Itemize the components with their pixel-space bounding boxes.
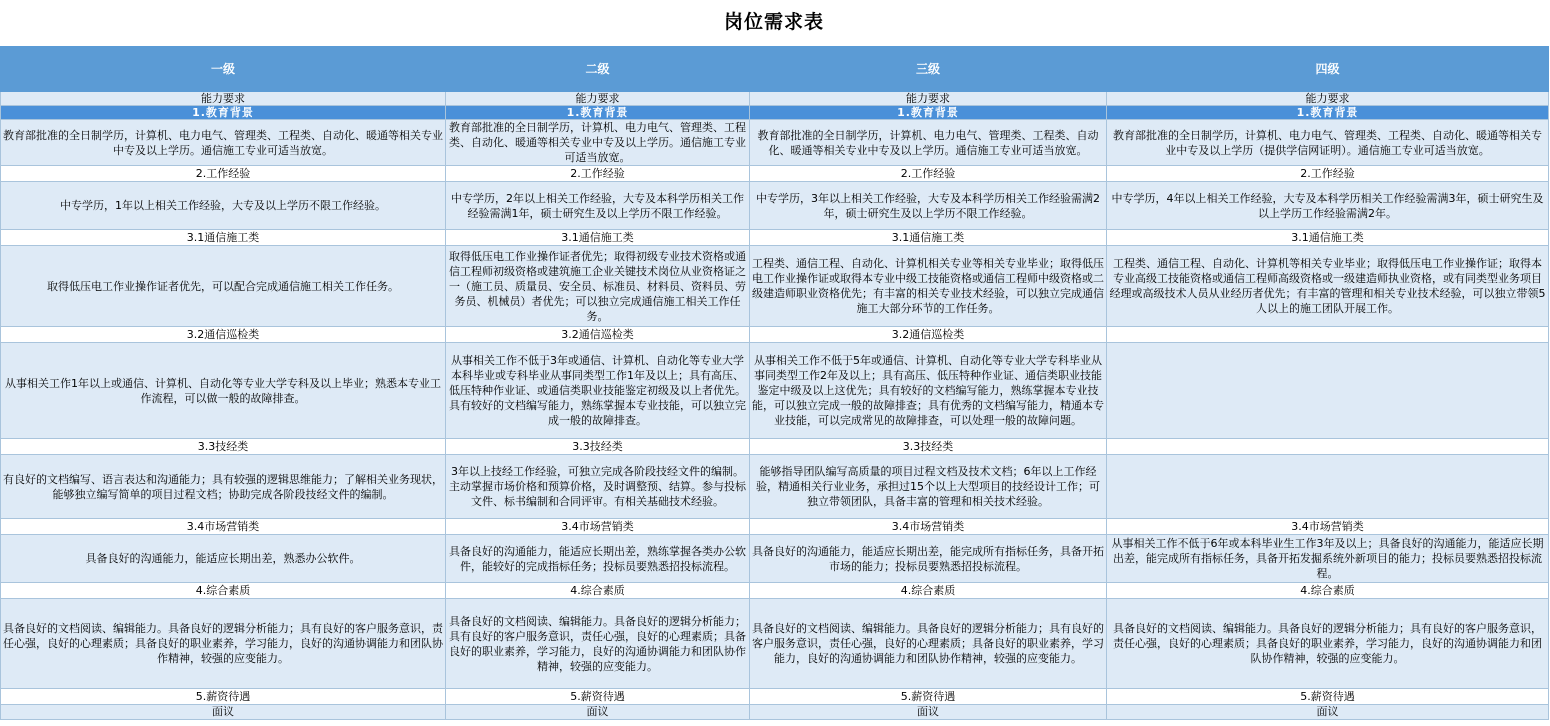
comm-build-cell: 工程类、通信工程、自动化、计算机等相关专业毕业；取得低压电工作业操作证；取得本专业高级工技能资格或通信工程师高级资格或一级建造师执业资格，或有同类型业务项目经理或高级技术人员从业经历者优先；有丰富的管理和相关专业技术经验，可以独立带领5人以上的施工团队开展工作。 — [1107, 246, 1549, 327]
section-row-market — [1, 519, 1549, 535]
section-label: 1.教育背景 — [750, 106, 1107, 120]
section-label: 3.1通信施工类 — [1, 230, 446, 246]
section-label: 3.4市场营销类 — [750, 519, 1107, 535]
section-label: 3.1通信施工类 — [446, 230, 750, 246]
section-label: 3.1通信施工类 — [750, 230, 1107, 246]
empty-cell — [1107, 439, 1549, 455]
section-row-salary — [1, 689, 1549, 705]
section-label: 2.工作经验 — [1107, 166, 1549, 182]
education-cell: 教育部批准的全日制学历，计算机、电力电气、管理类、工程类、自动化、暖通等相关专业中专及以上学历。通信施工专业可适当放宽。 — [446, 120, 750, 166]
work-cell: 中专学历，4年以上相关工作经验，大专及本科学历相关工作经验需满3年，硕士研究生及以上学历工作经验需满2年。 — [1107, 182, 1549, 230]
section-label: 4.综合素质 — [446, 583, 750, 599]
section-row-comm-patrol — [1, 327, 1549, 343]
ability-label: 能力要求 — [446, 92, 750, 106]
section-label: 1.教育背景 — [1, 106, 446, 120]
section-row-quality — [1, 583, 1549, 599]
section-label: 3.4市场营销类 — [1107, 519, 1549, 535]
market-cell: 从事相关工作不低于6年或本科毕业生工作3年及以上；具备良好的沟通能力，能适应长期出差，能完成所有指标任务，具备开拓发掘系统外新项目的能力；投标员要熟悉招投标流程。 — [1107, 535, 1549, 583]
work-cell: 中专学历，3年以上相关工作经验，大专及本科学历相关工作经验需满2年，硕士研究生及以上学历不限工作经验。 — [750, 182, 1107, 230]
section-label: 4.综合素质 — [1, 583, 446, 599]
quality-cell: 具备良好的文档阅读、编辑能力。具备良好的逻辑分析能力；具有良好的客户服务意识，责任心强，良好的心理素质；具备良好的职业素养，学习能力，良好的沟通协调能力和团队协作精神，较强的应变能力。 — [750, 599, 1107, 689]
job-requirements-table — [0, 46, 1549, 720]
comm-patrol-cell — [1107, 343, 1549, 439]
section-label: 1.教育背景 — [446, 106, 750, 120]
education-row — [1, 120, 1549, 166]
section-row-comm-build — [1, 230, 1549, 246]
market-cell: 具备良好的沟通能力，能适应长期出差，能完成所有指标任务，具备开拓市场的能力；投标员要熟悉招投标流程。 — [750, 535, 1107, 583]
tech-cell: 有良好的文档编写、语言表达和沟通能力；具有较强的逻辑思维能力；了解相关业务现状，能够独立编写简单的项目过程文档；协助完成各阶段技经文件的编制。 — [1, 455, 446, 519]
section-label: 3.3技经类 — [1, 439, 446, 455]
work-cell: 中专学历，1年以上相关工作经验，大专及以上学历不限工作经验。 — [1, 182, 446, 230]
market-row — [1, 535, 1549, 583]
comm-patrol-cell: 从事相关工作1年以上或通信、计算机、自动化等专业大学专科及以上毕业；熟悉本专业工作流程，可以做一般的故障排查。 — [1, 343, 446, 439]
ability-label-row — [1, 92, 1549, 106]
education-cell: 教育部批准的全日制学历，计算机、电力电气、管理类、工程类、自动化、暖通等相关专业中专及以上学历。通信施工专业可适当放宽。 — [750, 120, 1107, 166]
level-header: 三级 — [750, 47, 1107, 92]
level-header: 一级 — [1, 47, 446, 92]
section-label: 4.综合素质 — [1107, 583, 1549, 599]
section-label: 3.3技经类 — [446, 439, 750, 455]
section-label: 3.2通信巡检类 — [750, 327, 1107, 343]
level-header: 二级 — [446, 47, 750, 92]
empty-cell — [1107, 327, 1549, 343]
work-cell: 中专学历，2年以上相关工作经验，大专及本科学历相关工作经验需满1年，硕士研究生及以上学历不限工作经验。 — [446, 182, 750, 230]
section-label: 1.教育背景 — [1107, 106, 1549, 120]
comm-build-cell: 取得低压电工作业操作证者优先；取得初级专业技术资格或通信工程师初级资格或建筑施工企业关键技术岗位从业资格证之一（施工员、质量员、安全员、标准员、材料员、资料员、劳务员、机械员）者优先；可以独立完成通信施工相关工作任务。 — [446, 246, 750, 327]
level-header: 四级 — [1107, 47, 1549, 92]
level-header-row — [1, 47, 1549, 92]
salary-cell: 面议 — [1107, 705, 1549, 720]
education-cell: 教育部批准的全日制学历，计算机、电力电气、管理类、工程类、自动化、暖通等相关专业中专及以上学历。通信施工专业可适当放宽。 — [1, 120, 446, 166]
quality-row — [1, 599, 1549, 689]
work-row — [1, 182, 1549, 230]
section-label: 3.1通信施工类 — [1107, 230, 1549, 246]
salary-cell: 面议 — [750, 705, 1107, 720]
ability-label: 能力要求 — [1, 92, 446, 106]
tech-cell — [1107, 455, 1549, 519]
section-label: 2.工作经验 — [750, 166, 1107, 182]
comm-patrol-row — [1, 343, 1549, 439]
section-label: 3.2通信巡检类 — [446, 327, 750, 343]
education-cell: 教育部批准的全日制学历，计算机、电力电气、管理类、工程类、自动化、暖通等相关专业中专及以上学历（提供学信网证明）。通信施工专业可适当放宽。 — [1107, 120, 1549, 166]
section-label: 3.4市场营销类 — [1, 519, 446, 535]
tech-row — [1, 455, 1549, 519]
section-label: 2.工作经验 — [1, 166, 446, 182]
quality-cell: 具备良好的文档阅读、编辑能力。具备良好的逻辑分析能力；具有良好的客户服务意识，责任心强，良好的心理素质；具备良好的职业素养，学习能力，良好的沟通协调能力和团队协作精神，较强的应变能力。 — [1107, 599, 1549, 689]
salary-cell: 面议 — [446, 705, 750, 720]
section-label: 4.综合素质 — [750, 583, 1107, 599]
ability-label: 能力要求 — [750, 92, 1107, 106]
tech-cell: 能够指导团队编写高质量的项目过程文档及技术文档；6年以上工作经验，精通相关行业业务，承担过15个以上大型项目的技经设计工作；可独立带领团队，具备丰富的管理和相关技术经验。 — [750, 455, 1107, 519]
salary-row — [1, 705, 1549, 720]
section-label: 3.4市场营销类 — [446, 519, 750, 535]
section-row-tech — [1, 439, 1549, 455]
comm-build-cell: 取得低压电工作业操作证者优先，可以配合完成通信施工相关工作任务。 — [1, 246, 446, 327]
section-label: 5.薪资待遇 — [750, 689, 1107, 705]
quality-cell: 具备良好的文档阅读、编辑能力。具备良好的逻辑分析能力；具有良好的客户服务意识，责任心强，良好的心理素质；具备良好的职业素养，学习能力，良好的沟通协调能力和团队协作精神，较强的应变能力。 — [1, 599, 446, 689]
section-label: 5.薪资待遇 — [446, 689, 750, 705]
section-label: 2.工作经验 — [446, 166, 750, 182]
comm-patrol-cell: 从事相关工作不低于5年或通信、计算机、自动化等专业大学专科毕业从事同类型工作2年及以上；具有高压、低压特种作业证、通信类职业技能鉴定中级及以上这优先；具有较好的文档编写能力，熟练掌握本专业技能，可以独立完成一般的故障排查；具有优秀的文档编写能力，精通本专业技能，可以完成常见的故障排查，可以处理一般的故障问题。 — [750, 343, 1107, 439]
comm-patrol-cell: 从事相关工作不低于3年或通信、计算机、自动化等专业大学本科毕业或专科毕业从事同类型工作1年及以上；具有高压、低压特种作业证、或通信类职业技能鉴定初级及以上者优先。具有较好的文档编写能力，熟练掌握本专业技能，可以独立完成一般的故障排查。 — [446, 343, 750, 439]
market-cell: 具备良好的沟通能力，能适应长期出差，熟练掌握各类办公软件，能较好的完成指标任务；投标员要熟悉招投标流程。 — [446, 535, 750, 583]
section-row-education — [1, 106, 1549, 120]
ability-label: 能力要求 — [1107, 92, 1549, 106]
salary-cell: 面议 — [1, 705, 446, 720]
tech-cell: 3年以上技经工作经验，可独立完成各阶段技经文件的编制。主动掌握市场价格和预算价格，及时调整预、结算。参与投标文件、标书编制和合同评审。有相关基础技术经验。 — [446, 455, 750, 519]
comm-build-cell: 工程类、通信工程、自动化、计算机相关专业等相关专业毕业；取得低压电工作业操作证或取得本专业中级工技能资格或通信工程师中级资格或二级建造师职业资格优先；有丰富的相关专业技术经验，可以独立完成通信施工大部分环节的工作任务。 — [750, 246, 1107, 327]
page-title: 岗位需求表 — [0, 0, 1548, 47]
market-cell: 具备良好的沟通能力，能适应长期出差，熟悉办公软件。 — [1, 535, 446, 583]
section-label: 5.薪资待遇 — [1, 689, 446, 705]
section-label: 3.2通信巡检类 — [1, 327, 446, 343]
section-label: 3.3技经类 — [750, 439, 1107, 455]
section-row-work — [1, 166, 1549, 182]
section-label: 5.薪资待遇 — [1107, 689, 1549, 705]
comm-build-row — [1, 246, 1549, 327]
quality-cell: 具备良好的文档阅读、编辑能力。具备良好的逻辑分析能力；具有良好的客户服务意识，责任心强，良好的心理素质；具备良好的职业素养，学习能力，良好的沟通协调能力和团队协作精神，较强的应变能力。 — [446, 599, 750, 689]
